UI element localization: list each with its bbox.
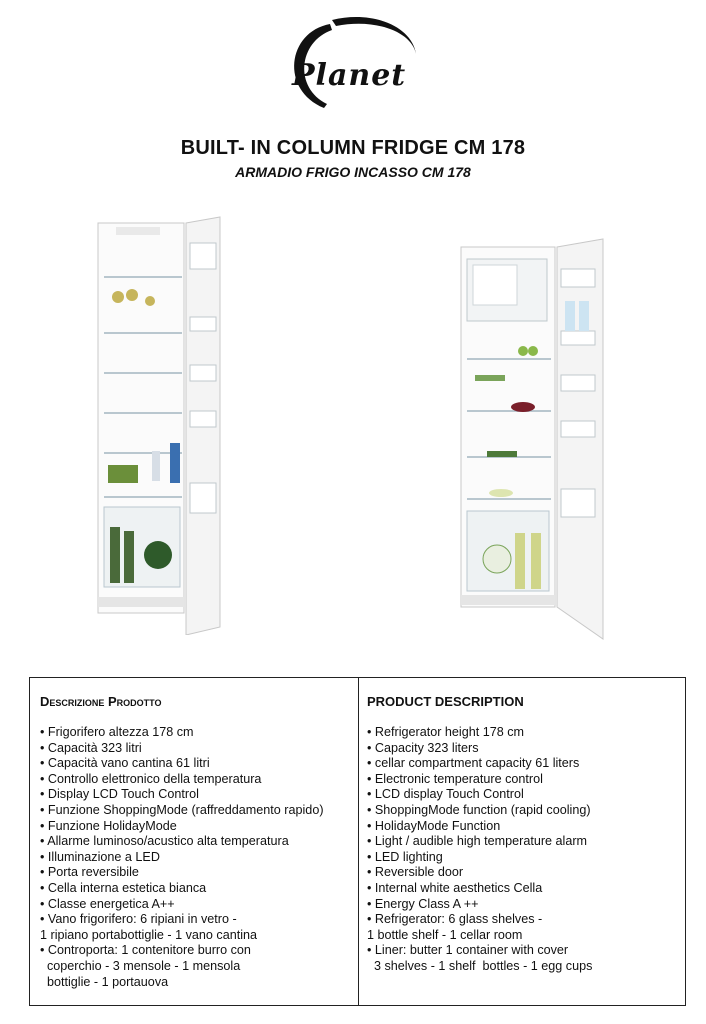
list-item: • Capacity 323 liters: [367, 740, 479, 755]
list-item: • Porta reversibile: [40, 865, 139, 880]
list-item: • Funzione HolidayMode: [40, 818, 177, 833]
list-item: • Controporta: 1 contenitore burro con: [40, 943, 251, 958]
italian-description: [30, 678, 358, 1005]
list-item: 3 shelves - 1 shelf bottles - 1 egg cups: [367, 958, 593, 973]
list-item: • cellar compartment capacity 61 liters: [367, 756, 580, 771]
list-item: • Liner: butter 1 container with cover: [367, 943, 569, 958]
list-item: • Capacità 323 litri: [40, 740, 142, 755]
list-item: coperchio - 3 mensole - 1 mensola: [40, 958, 241, 973]
list-item: • Reversible door: [367, 865, 464, 880]
list-item: • Cella interna estetica bianca: [40, 880, 207, 895]
logo-text: Planet: [292, 58, 407, 93]
list-item: • Refrigerator: 6 glass shelves -: [367, 912, 543, 927]
fridge-image-right: [457, 235, 617, 645]
list-item: • Frigorifero altezza 178 cm: [40, 725, 194, 739]
list-item: 1 bottle shelf - 1 cellar room: [367, 927, 523, 942]
list-item: • Controllo elettronico della temperatura: [40, 771, 262, 786]
list-item: 1 ripiano portabottiglie - 1 vano cantina: [40, 927, 258, 942]
italian-list: [40, 725, 358, 990]
list-item: • Allarme luminoso/acustico alta temperatura: [40, 834, 289, 849]
list-item: • ShoppingMode function (rapid cooling): [367, 802, 591, 817]
list-item: • LED lighting: [367, 849, 443, 864]
list-item: • HolidayMode Function: [367, 818, 501, 833]
fridge-image-left: [96, 215, 236, 635]
italian-heading: Descrizione Prodotto: [40, 694, 162, 709]
list-item: • Illuminazione a LED: [40, 849, 160, 864]
list-item: • Vano frigorifero: 6 ripiani in vetro -: [40, 912, 237, 927]
list-item: • Refrigerator height 178 cm: [367, 725, 525, 739]
page-title: BUILT- IN COLUMN FRIDGE CM 178: [180, 137, 526, 159]
english-description: [359, 678, 686, 1005]
planet-logo: [272, 12, 444, 116]
english-heading: PRODUCT DESCRIPTION: [367, 694, 524, 709]
page-subtitle: ARMADIO FRIGO INCASSO CM 178: [235, 164, 471, 180]
list-item: • Classe energetica A++: [40, 896, 175, 911]
list-item: • LCD display Touch Control: [367, 787, 524, 802]
english-list: [367, 725, 686, 975]
list-item: • Display LCD Touch Control: [40, 787, 199, 802]
list-item: • Funzione ShoppingMode (raffreddamento rapido): [40, 802, 324, 817]
list-item: • Energy Class A ++: [367, 896, 479, 911]
list-item: bottiglie - 1 portauova: [40, 974, 169, 989]
description-table: [29, 677, 686, 1006]
list-item: • Internal white aesthetics Cella: [367, 880, 543, 895]
list-item: • Capacità vano cantina 61 litri: [40, 756, 210, 771]
list-item: • Electronic temperature control: [367, 771, 543, 786]
list-item: • Light / audible high temperature alarm: [367, 834, 588, 849]
